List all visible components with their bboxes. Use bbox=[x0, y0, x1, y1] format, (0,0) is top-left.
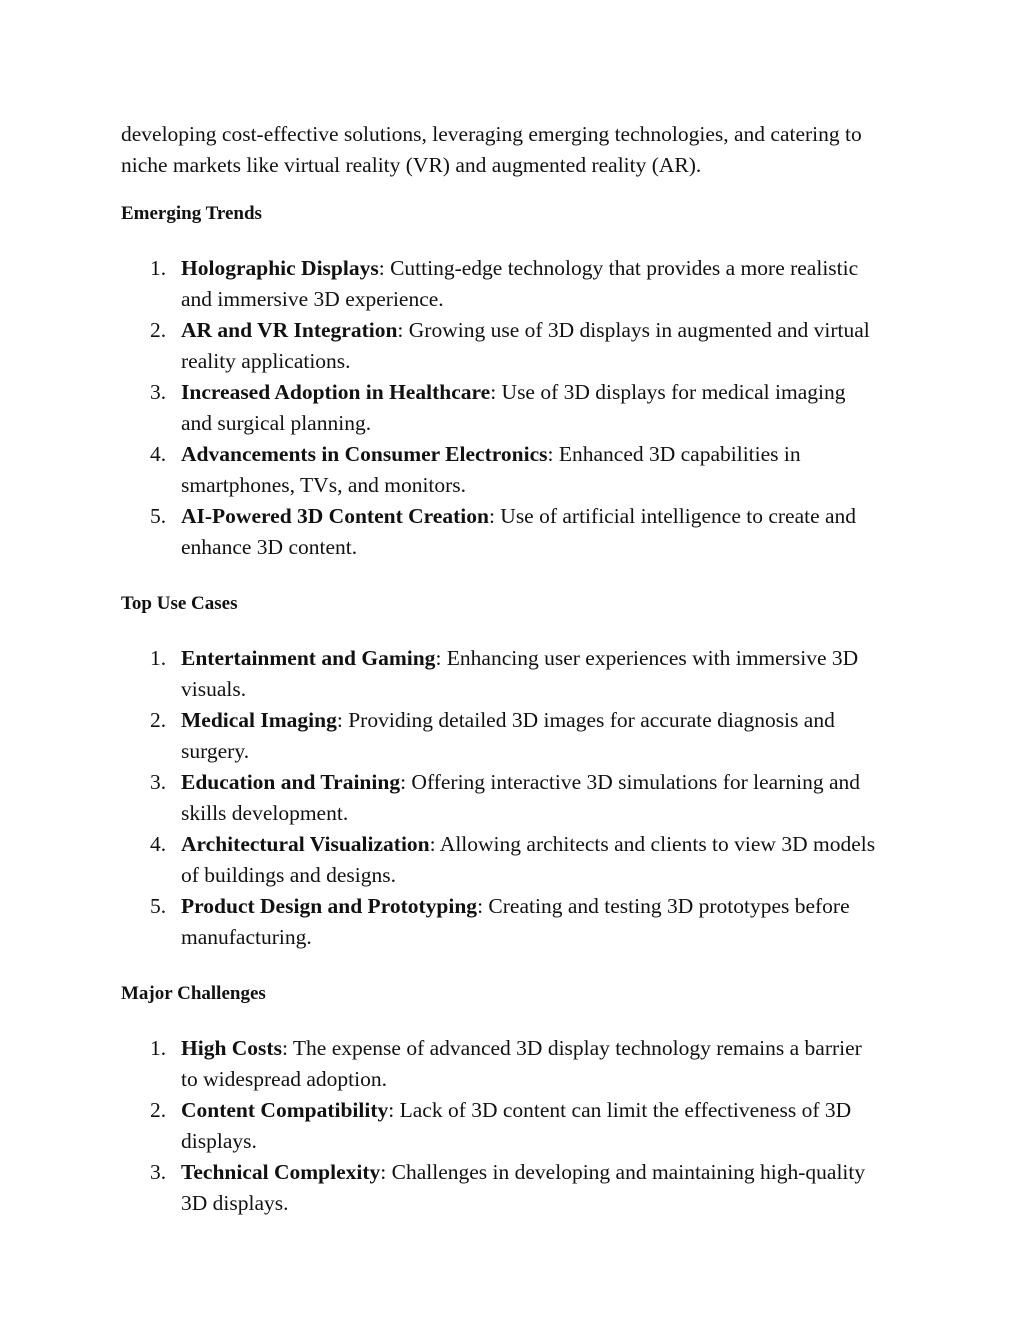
list-number: 4. bbox=[150, 442, 167, 466]
list-number: 4. bbox=[150, 832, 167, 856]
list-number: 2. bbox=[150, 708, 167, 732]
intro-paragraph: developing cost-effective solutions, leveraging emerging technologies, and catering to niche markets like virtual reality (VR) and augmented reality (AR). bbox=[121, 122, 862, 177]
list-description: : Enhancing user experiences with immersive 3D visuals. bbox=[181, 646, 859, 701]
list-number: 5. bbox=[150, 504, 167, 528]
list-term: AI-Powered 3D Content Creation bbox=[181, 504, 489, 528]
list-item bbox=[121, 377, 881, 439]
list-number: 2. bbox=[150, 318, 167, 342]
list-item bbox=[121, 501, 881, 563]
section-heading-major-challenges: Major Challenges bbox=[121, 983, 266, 1004]
list-term: Architectural Visualization bbox=[181, 832, 430, 856]
document-page bbox=[121, 119, 911, 1219]
list-description: : Creating and testing 3D prototypes before manufacturing. bbox=[181, 894, 850, 949]
list-number: 1. bbox=[150, 646, 167, 670]
list-term: Technical Complexity bbox=[181, 1160, 381, 1184]
list-item bbox=[121, 1095, 881, 1157]
list-item bbox=[121, 829, 881, 891]
list-description: : Providing detailed 3D images for accurate diagnosis and surgery. bbox=[181, 708, 835, 763]
list-description: : Cutting-edge technology that provides a more realistic and immersive 3D experience. bbox=[181, 256, 859, 311]
list-item bbox=[121, 1033, 881, 1095]
list-term: Education and Training bbox=[181, 770, 401, 794]
list-term: Entertainment and Gaming bbox=[181, 646, 436, 670]
list-number: 1. bbox=[150, 256, 167, 280]
list-item bbox=[121, 767, 881, 829]
list-item bbox=[121, 891, 881, 953]
list-description: : Use of artificial intelligence to create and enhance 3D content. bbox=[181, 504, 857, 559]
list-item bbox=[121, 315, 881, 377]
list-term: Product Design and Prototyping bbox=[181, 894, 478, 918]
list-number: 1. bbox=[150, 1036, 167, 1060]
section-heading-top-use-cases: Top Use Cases bbox=[121, 593, 238, 614]
list-term: AR and VR Integration bbox=[181, 318, 398, 342]
list-description: : Allowing architects and clients to view 3D models of buildings and designs. bbox=[181, 832, 876, 887]
list-description: : Growing use of 3D displays in augmented and virtual reality applications. bbox=[181, 318, 870, 373]
list-description: : Challenges in developing and maintaining high-quality 3D displays. bbox=[181, 1160, 866, 1215]
list-item bbox=[121, 439, 881, 501]
list-number: 2. bbox=[150, 1098, 167, 1122]
list-term: Holographic Displays bbox=[181, 256, 379, 280]
list-number: 3. bbox=[150, 380, 167, 404]
list-item bbox=[121, 643, 881, 705]
list-term: Content Compatibility bbox=[181, 1098, 389, 1122]
top-use-cases-list bbox=[121, 643, 911, 953]
section-heading-emerging-trends: Emerging Trends bbox=[121, 203, 262, 224]
list-description: : Lack of 3D content can limit the effectiveness of 3D displays. bbox=[181, 1098, 852, 1153]
list-term: Medical Imaging bbox=[181, 708, 337, 732]
list-description: : Offering interactive 3D simulations for learning and skills development. bbox=[181, 770, 861, 825]
list-term: Increased Adoption in Healthcare bbox=[181, 380, 491, 404]
emerging-trends-list bbox=[121, 253, 911, 563]
major-challenges-list bbox=[121, 1033, 911, 1219]
list-item bbox=[121, 705, 881, 767]
list-item bbox=[121, 1157, 881, 1219]
list-number: 3. bbox=[150, 1160, 167, 1184]
list-number: 5. bbox=[150, 894, 167, 918]
list-description: : The expense of advanced 3D display technology remains a barrier to widespread adoption. bbox=[181, 1036, 862, 1091]
list-item bbox=[121, 253, 881, 315]
list-description: : Enhanced 3D capabilities in smartphones, TVs, and monitors. bbox=[181, 442, 801, 497]
list-description: : Use of 3D displays for medical imaging and surgical planning. bbox=[181, 380, 846, 435]
list-term: High Costs bbox=[181, 1036, 282, 1060]
list-number: 3. bbox=[150, 770, 167, 794]
list-term: Advancements in Consumer Electronics bbox=[181, 442, 548, 466]
